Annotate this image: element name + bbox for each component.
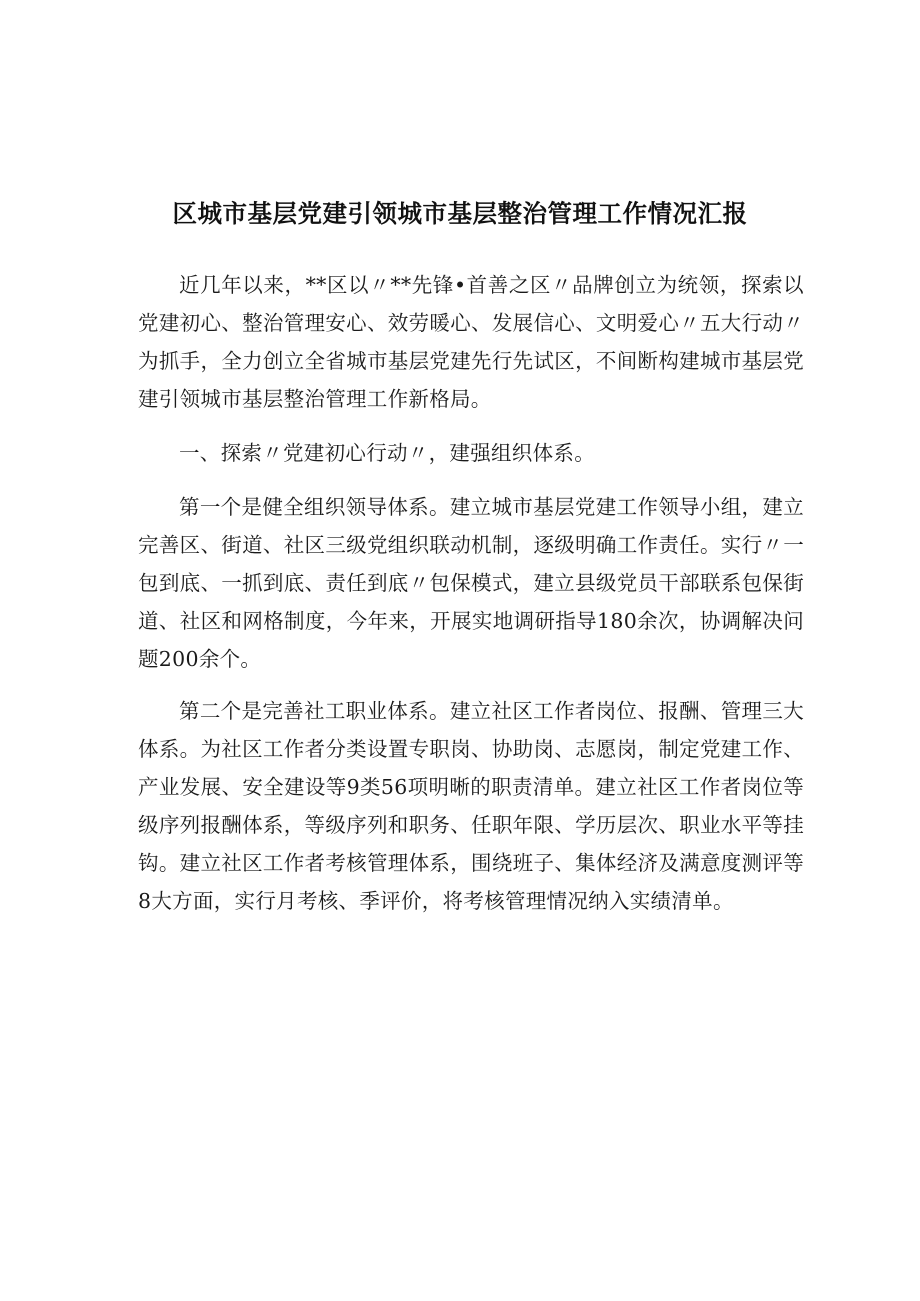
paragraph-intro: 近几年以来，**区以〃**先锋•首善之区〃品牌创立为统领，探索以党建初心、整治管理安心、效劳暖心、发展信心、文明爱心〃五大行动〃为抓手，全力创立全省城市基层党建先行先试区，不间断构建城市基层党建引领城市基层整治管理工作新格局。 bbox=[138, 273, 804, 411]
document-body bbox=[138, 266, 804, 920]
paragraph-organization-system: 第一个是健全组织领导体系。建立城市基层党建工作领导小组，建立完善区、街道、社区三级党组织联动机制，逐级明确工作责任。实行〃一包到底、一抓到底、责任到底〃包保模式，建立县级党员干部联系包保街道、社区和网格制度，今年来，开展实地调研指导180余次，协调解决问题200余个。 bbox=[138, 495, 804, 671]
section-heading-1: 一、探索〃党建初心行动〃，建强组织体系。 bbox=[179, 441, 595, 465]
paragraph-social-work-system: 第二个是完善社工职业体系。建立社区工作者岗位、报酬、管理三大体系。为社区工作者分类设置专职岗、协助岗、志愿岗，制定党建工作、产业发展、安全建设等9类56项明晰的职责清单。建立社区工作者岗位等级序列报酬体系，等级序列和职务、任职年限、学历层次、职业水平等挂钩。建立社区工作者考核管理体系，围绕班子、集体经济及满意度测评等8大方面，实行月考核、季评价，将考核管理情况纳入实绩清单。 bbox=[138, 699, 804, 913]
document-title: 区城市基层党建引领城市基层整治管理工作情况汇报 bbox=[172, 199, 748, 228]
